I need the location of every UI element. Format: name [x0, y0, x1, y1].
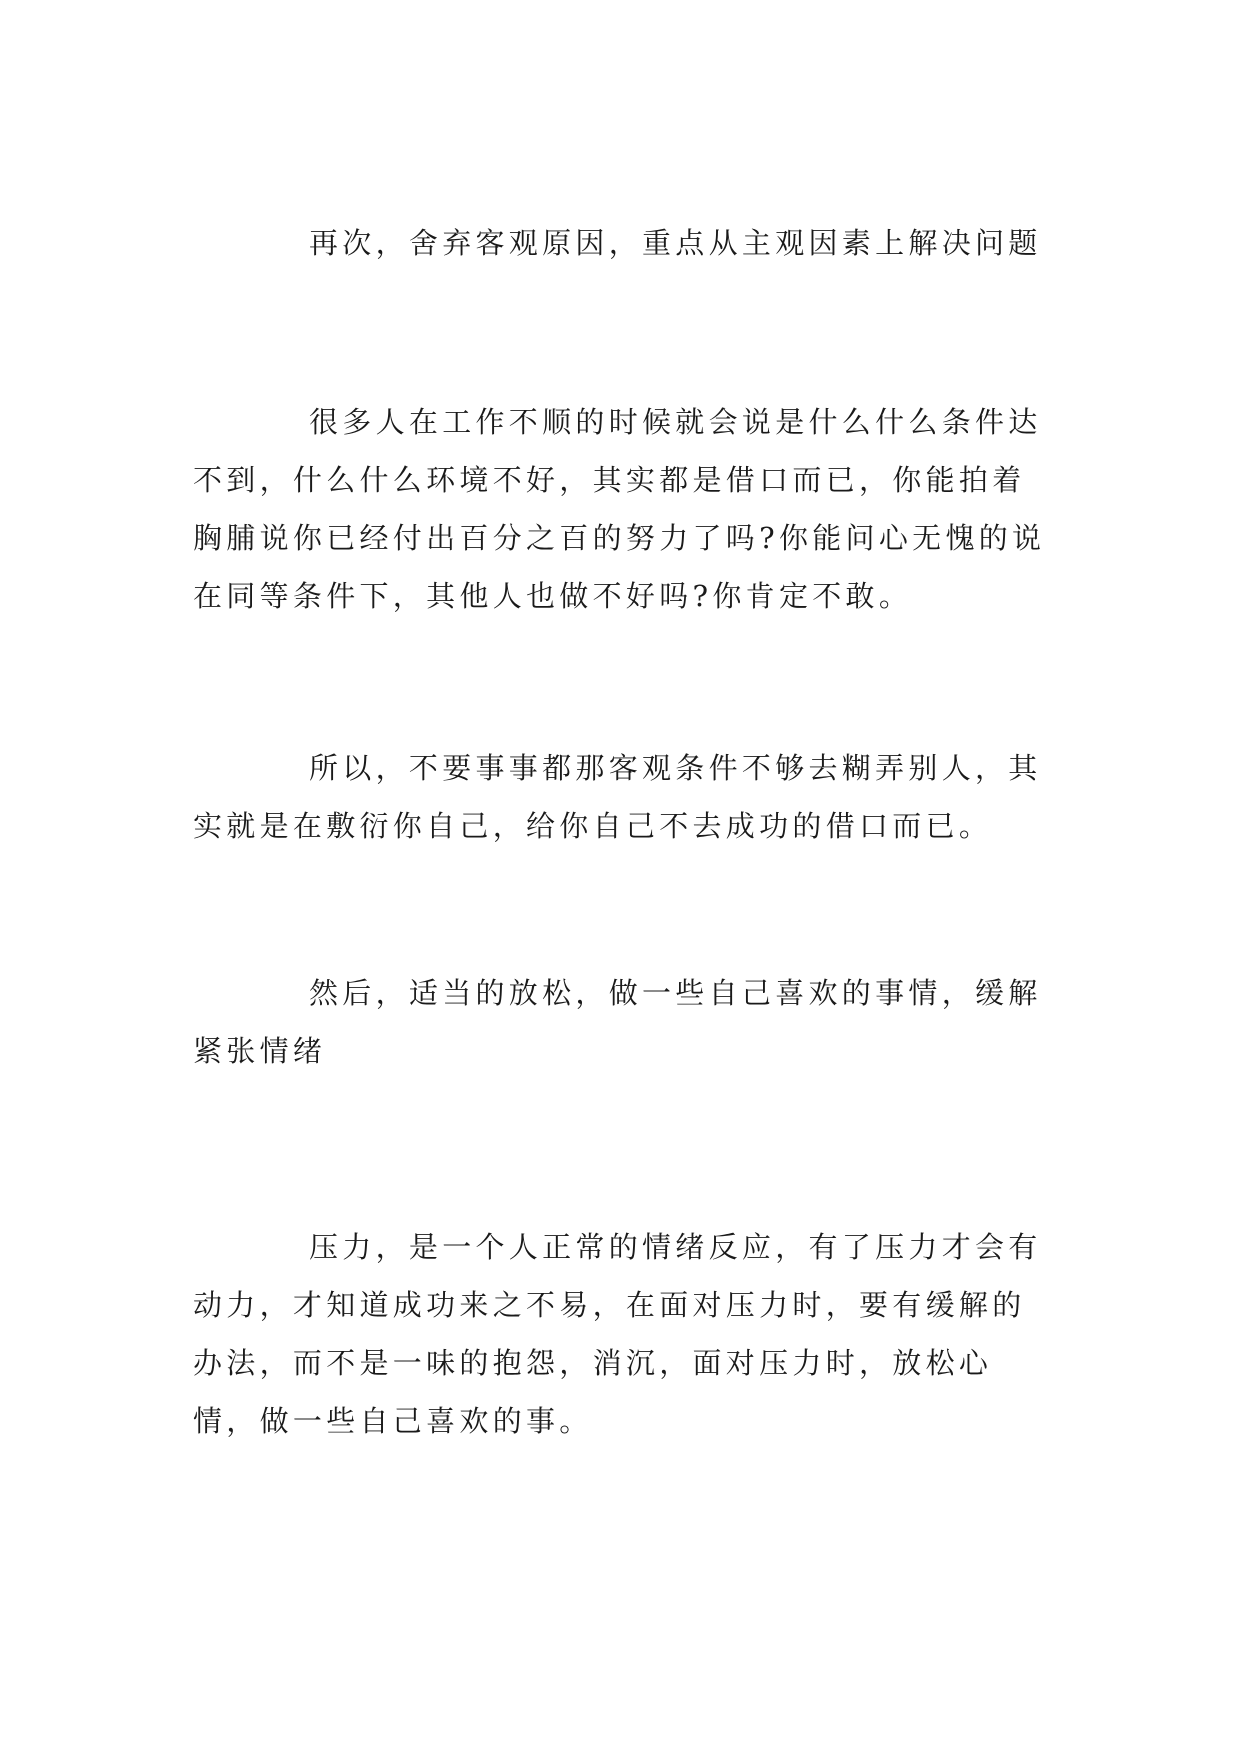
- paragraph-excuses: 很多人在工作不顺的时候就会说是什么什么条件达不到，什么什么环境不好，其实都是借口而已，你能拍着胸脯说你已经付出百分之百的努力了吗?你能问心无愧的说在同等条件下，其他人也做不好吗?你肯定不敢。: [193, 405, 1046, 613]
- heading-relax: 然后，适当的放松，做一些自己喜欢的事情，缓解紧张情绪: [193, 976, 1042, 1068]
- paragraph-conclusion: 所以，不要事事都那客观条件不够去糊弄别人，其实就是在敷衍你自己，给你自己不去成功的借口而已。: [193, 751, 1042, 843]
- heading-subjective-factors: 再次，舍弃客观原因，重点从主观因素上解决问题: [309, 226, 1042, 260]
- paragraph-pressure: 压力，是一个人正常的情绪反应，有了压力才会有动力，才知道成功来之不易，在面对压力时，要有缓解的办法，而不是一味的抱怨，消沉，面对压力时，放松心情，做一些自己喜欢的事。: [193, 1230, 1042, 1438]
